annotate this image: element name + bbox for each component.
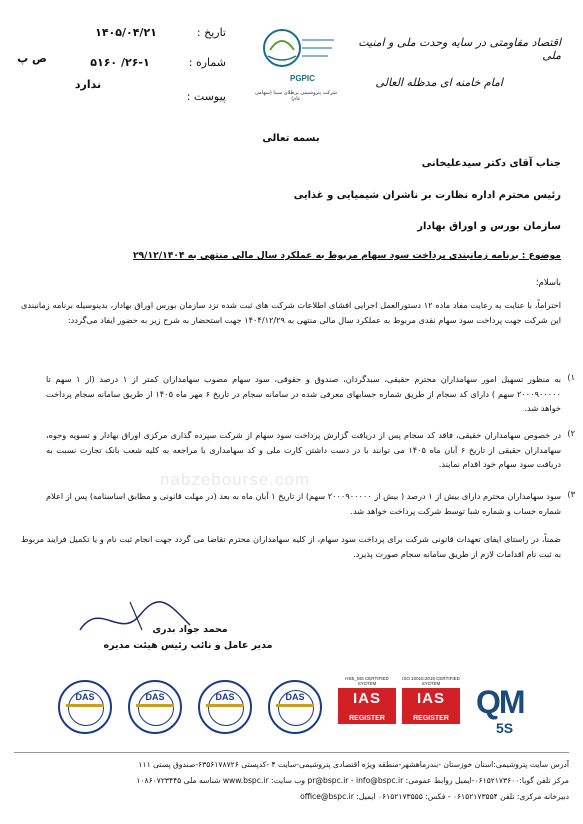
das-badge-bar [206,704,244,707]
qm-sub: 5S [496,720,514,736]
corner-mark: ص پ [17,52,47,65]
basmala: بسمه تعالی [262,133,320,144]
logo-text: PGPIC [290,74,315,83]
das-badge-bar [66,704,104,707]
das-badge-label: DAS [75,692,95,702]
logo-caption: شرکت پتروشیمی پرطلای سینا (سهامی عام) [255,90,337,102]
slogan-line-2: امام خامنه ای مدظله العالی [375,76,503,89]
das-badge-bar [136,704,174,707]
footer-address: آدرس سایت پتروشیمی:استان خوزستان -بندرماهشهر-منطقه ویژه اقتصادی پتروشیمی-سایت ۴ -کدپستی ۶۳۵۶۱۷۸۷۲۶-صندوق پستی ۱۱۱ [138,760,569,769]
date-label: تاریخ : [196,26,226,39]
footer-contacts: مرکز تلفن گویا:۰۶۱۵۲۱۷۳۶۰۰-ایمیل روابط عمومی: pr@bspc.ir - info@bspc.ir وب سایت: www.bspc.ir شناسه ملی ۱۰۸۶۰۷۲۳۴۴۵ [136,776,569,785]
das-badge-bar [276,704,314,707]
attachment-label: پیوست : [186,90,226,103]
ias-caption-2: ISO 10015:2019 CERTIFIED SYSTEM [402,676,460,686]
signer-title: مدیر عامل و نائب رئیس هیئت مدیره [103,640,273,651]
item-text: در خصوص سهامداران حقیقی، فاقد کد سجام پس از دریافت گزارش پرداخت سود سهام از شرکت سپرده گذاری مرکزی اوراق بهادار و تسویه وجوه، سهامداران حقیقی از تاریخ ۶ آبان ماه ۱۴۰۵ می توانند با در دست داشتن کارت ملی و کد سهامداری با مراجعه به کلیه شعب بانک تجارت نسبت به دریافت سود سهام خود اقدام نمایند. [46,430,561,469]
ias-cert-badge-2 [402,688,460,724]
item-text: سود سهامداران محترم دارای بیش از ۱ درصد ( بیش از ۲۰۰۰۹۰۰۰۰۰ سهم) از تاریخ ۱ آبان ماه به بعد (در مهلت قانونی و مطابق اساسنامه) پس از اعلام شماره حساب و شماره شبا توسط شرکت پرداخت خواهد شد. [45,491,561,516]
ias-label: IAS [416,690,445,707]
closing-paragraph: ضمناً، در راستای ایفای تعهدات قانونی شرکت برای پرداخت سود سهام، از کلیه سهامداران محترم تقاضا می گردد جهت انجام ثبت نام و یا تکمیل فرایند مربوط به ثبت نام اقدامات لازم از طریق سامانه سجام صورت پذیرد. [21,534,561,559]
number-value: ۲۶-۱/ ۵۱۶۰ [90,56,150,69]
das-cert-badge-2 [128,680,182,734]
company-logo [256,20,336,110]
item-text: به منظور تسهیل امور سهامداران محترم حقیقی، سبدگردان، صندوق و حقوقی، سود سهام مصوب سهامداران کمتر از ۱ درصد (از ۱ سهم تا ۲۰۰۰۹۰۰۰۰۰ سهم ) دارای کد سجام از طریق شماره حسابهای معرفی شده در سامانه سجام در تاریخ ۶ مهر ماه ۱۴۰۵ از طریق سامانه سجام پرداخت خواهد شد. [46,374,561,413]
item-number: ۱) [567,372,575,382]
greeting: باسلام؛ [535,278,561,288]
ias-label: IAS [352,690,381,707]
slogan-line-1: اقتصاد مقاومتی در سایه وحدت ملی و امنیت ملی [358,36,561,62]
das-cert-badge-4 [268,680,322,734]
item-number: ۳) [567,489,575,499]
ias-cert-badge-1 [338,688,396,724]
das-cert-badge-3 [198,680,252,734]
list-item [45,489,575,518]
subject-text: موضوع : برنامه زمانبندی پرداخت سود سهام مربوط به عملکرد سال مالی منتهی به ۲۹/۱۲/۱۴۰۴ [132,250,561,261]
list-item [46,372,575,416]
ias-register: REGISTER [413,715,449,722]
logo-emblem-icon [256,20,336,80]
recipient-name: جناب آقای دکتر سیدعلیخانی [421,158,561,169]
qm-label: QM [476,684,524,720]
date-value: ۱۴۰۵/۰۴/۲۱ [95,26,157,39]
ias-register: REGISTER [349,715,385,722]
recipient-org: سازمان بورس و اوراق بهادار [417,221,561,232]
item-number: ۲) [567,428,575,438]
footer-divider [14,752,569,753]
das-badge-label: DAS [285,692,305,702]
signer-name: محمد جواد بدری [152,624,228,635]
intro-paragraph: احتراماً، با عنایت به رعایت مفاد ماده ۱۲ دستورالعمل اجرایی افشای اطلاعات شرکت های ثبت شده نزد سازمان بورس اوراق بهادار، بدینوسیله برنامه زمانبندی این شرکت جهت پرداخت سود سهام نقدی مربوط به عملکرد سال مالی منتهی به ۱۴۰۴/۱۲/۲۹ جهت استحضار به شرح زیر به حضور ایفاد می‌گردد: [21,300,561,325]
das-badge-label: DAS [215,692,235,702]
list-item [46,428,575,472]
footer-secretariat: دبیرخانه مرکزی: تلفن ۰۶۱۵۲۱۷۳۵۵۴ - فکس: ۰۶۱۵۲۱۷۳۵۵۵ ایمیل: office@bspc.ir [300,792,569,801]
recipient-title: رئیس محترم اداره نظارت بر ناشران شیمیایی و غذایی [293,190,561,201]
das-badge-label: DAS [145,692,165,702]
watermark: nabzebourse.com [160,470,311,489]
attachment-value: ندارد [74,78,102,91]
das-cert-badge-1 [58,680,112,734]
qm-5s-logo [474,684,554,738]
subject-line [21,250,561,261]
number-label: شماره : [188,56,226,69]
ias-caption-1: HSE_MS CERTIFIED SYSTEM [345,676,389,686]
